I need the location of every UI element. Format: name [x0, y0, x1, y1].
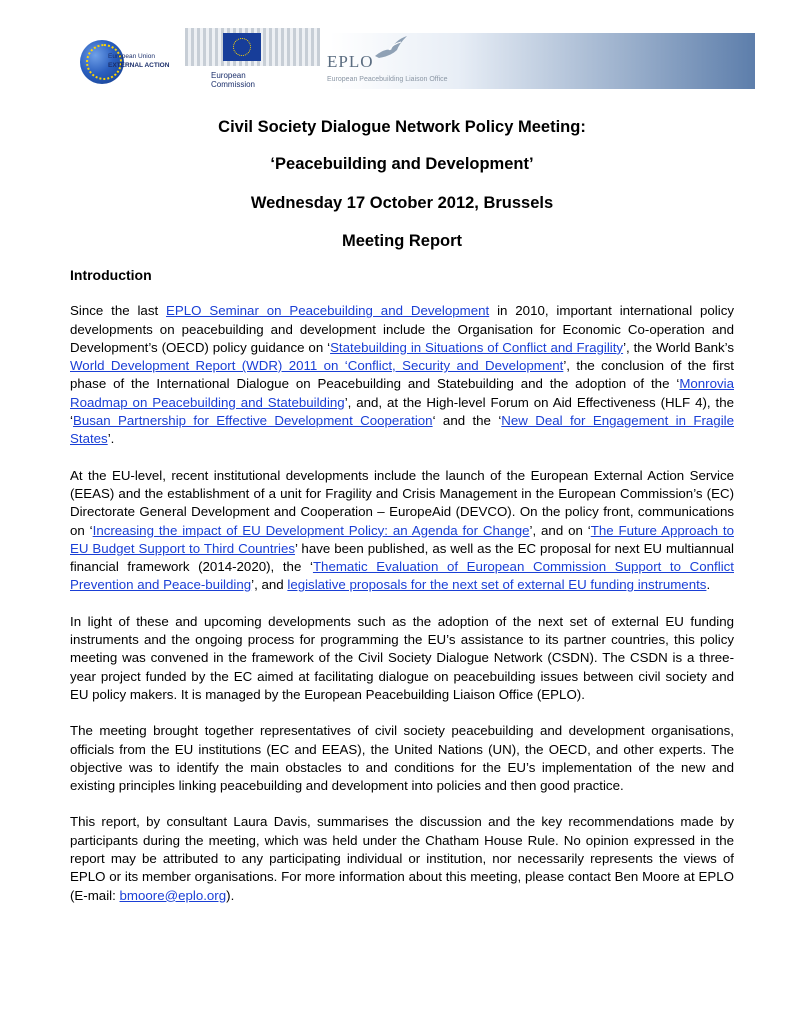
eu-external-action-logo	[80, 38, 190, 86]
eplo-logo-subtitle: European Peacebuilding Liaison Office	[327, 76, 448, 83]
link-thematic-evaluation[interactable]: Thematic Evaluation of European Commission Support to Conflict Prevention and Peace-building	[70, 559, 734, 593]
ec-logo-line2: Commission	[211, 80, 256, 89]
paragraph-4: The meeting brought together representatives of civil society peacebuilding and development organisations, officials from the EU institutions (EC and EEAS), the United Nations (UN), the OECD, and other experts. The objective was to identify the main obstacles to and conditions for the EU’s implementation of the new and existing principles linking peacebuilding and development into policies and then good practice.	[70, 723, 734, 794]
p2-text-4: ’, and	[251, 577, 288, 593]
title-line-4: Meeting Report	[341, 232, 463, 250]
p1-text-2: in 2010, important international policy developments on peacebuilding and development include the Organisation for Economic Co-operation and Development’s (OECD) policy guidance on ‘	[70, 303, 735, 355]
link-agenda-for-change[interactable]: Increasing the impact of EU Development Policy: an Agenda for Change	[92, 522, 530, 538]
eeas-logo-line2: EXTERNAL ACTION	[108, 62, 170, 69]
eu-flag-icon	[223, 33, 261, 61]
p2-text-2: ’, and on ‘	[529, 522, 591, 538]
p1-text-7: ’.	[107, 431, 115, 447]
title-line-3: Wednesday 17 October 2012, Brussels	[250, 194, 554, 212]
p5-text-1: This report, by consultant Laura Davis, summarises the discussion and the key recommendations made by participants during the meeting, which was held under the Chatham House Rule. No opinion expressed in the report may be attributed to any participating individual or institution, nor necessarily represents the views of EPLO or its member organisations. For more information about this meeting, please contact Ben Moore at EPLO (E-mail:	[70, 814, 734, 903]
p5-text-2: ).	[226, 887, 235, 903]
link-contact-email[interactable]: bmoore@eplo.org	[119, 887, 227, 903]
link-oecd-statebuilding[interactable]: Statebuilding in Situations of Conflict and Fragility	[330, 339, 624, 355]
link-new-deal[interactable]: New Deal for Engagement in Fragile States	[70, 413, 734, 447]
link-budget-support[interactable]: The Future Approach to EU Budget Support to Third Countries	[70, 522, 734, 556]
dove-icon	[371, 34, 411, 60]
link-world-development-report[interactable]: World Development Report (WDR) 2011 on ‘Conflict, Security and Development	[70, 358, 564, 374]
p1-text-5: ’, and, at the High-level Forum on Aid Effectiveness (HLF 4), the ‘	[70, 394, 734, 429]
p1-text-1: Since the last	[70, 303, 167, 319]
eplo-logo-name: EPLO	[327, 52, 374, 71]
eu-flag-stars-icon	[233, 38, 251, 56]
section-heading-introduction: Introduction	[70, 267, 152, 283]
title-line-2: ‘Peacebuilding and Development’	[270, 155, 534, 173]
p1-text-6: ‘ and the ‘	[432, 413, 502, 429]
p1-text-3: ’, the World Bank’s	[623, 339, 734, 355]
p1-text-4: ’, the conclusion of the first phase of the International Dialogue on Peacebuilding and Statebuilding and the adoption of the ‘	[70, 358, 734, 392]
p2-text-3: ’ have been published, as well as the EC proposal for next EU multiannual financial framework (2014-2020), the ‘	[70, 540, 734, 575]
paragraph-1	[70, 302, 734, 448]
european-commission-logo	[185, 28, 320, 90]
link-busan-partnership[interactable]: Busan Partnership for Effective Development Cooperation	[72, 413, 433, 429]
link-eplo-seminar[interactable]: EPLO Seminar on Peacebuilding and Development	[166, 303, 490, 319]
ec-logo-label	[211, 71, 255, 89]
paragraph-2	[70, 467, 734, 595]
eeas-logo-line1: European Union	[108, 53, 155, 60]
title-line-1: Civil Society Dialogue Network Policy Meeting:	[218, 118, 586, 136]
eplo-logo	[323, 30, 453, 90]
paragraph-5	[70, 813, 734, 904]
paragraph-3: In light of these and upcoming developments such as the adoption of the next set of external EU funding instruments and the ongoing process for programming the EU’s assistance to its partner countries, this policy meeting was convened in the framework of the Civil Society Dialogue Network (CSDN). The CSDN is a three-year project funded by the EC aimed at facilitating dialogue on peacebuilding issues between civil society and EU policy makers. It is managed by the European Peacebuilding Liaison Office (EPLO).	[70, 613, 734, 702]
ec-logo-line1: European	[211, 71, 246, 80]
link-legislative-proposals[interactable]: legislative proposals for the next set of external EU funding instruments	[287, 577, 707, 593]
report-body	[70, 266, 734, 923]
p2-text-1: At the EU-level, recent institutional developments include the launch of the European External Action Service (EEAS) and the establishment of a unit for Fragility and Crisis Management in the European Commission’s (EC) Directorate General Development and Cooperation – EuropeAid (DEVCO). On the policy front, communications on ‘	[70, 467, 734, 538]
page-header	[0, 0, 791, 100]
p2-text-5: .	[706, 577, 711, 593]
link-monrovia-roadmap[interactable]: Monrovia Roadmap on Peacebuilding and Statebuilding	[70, 376, 734, 410]
